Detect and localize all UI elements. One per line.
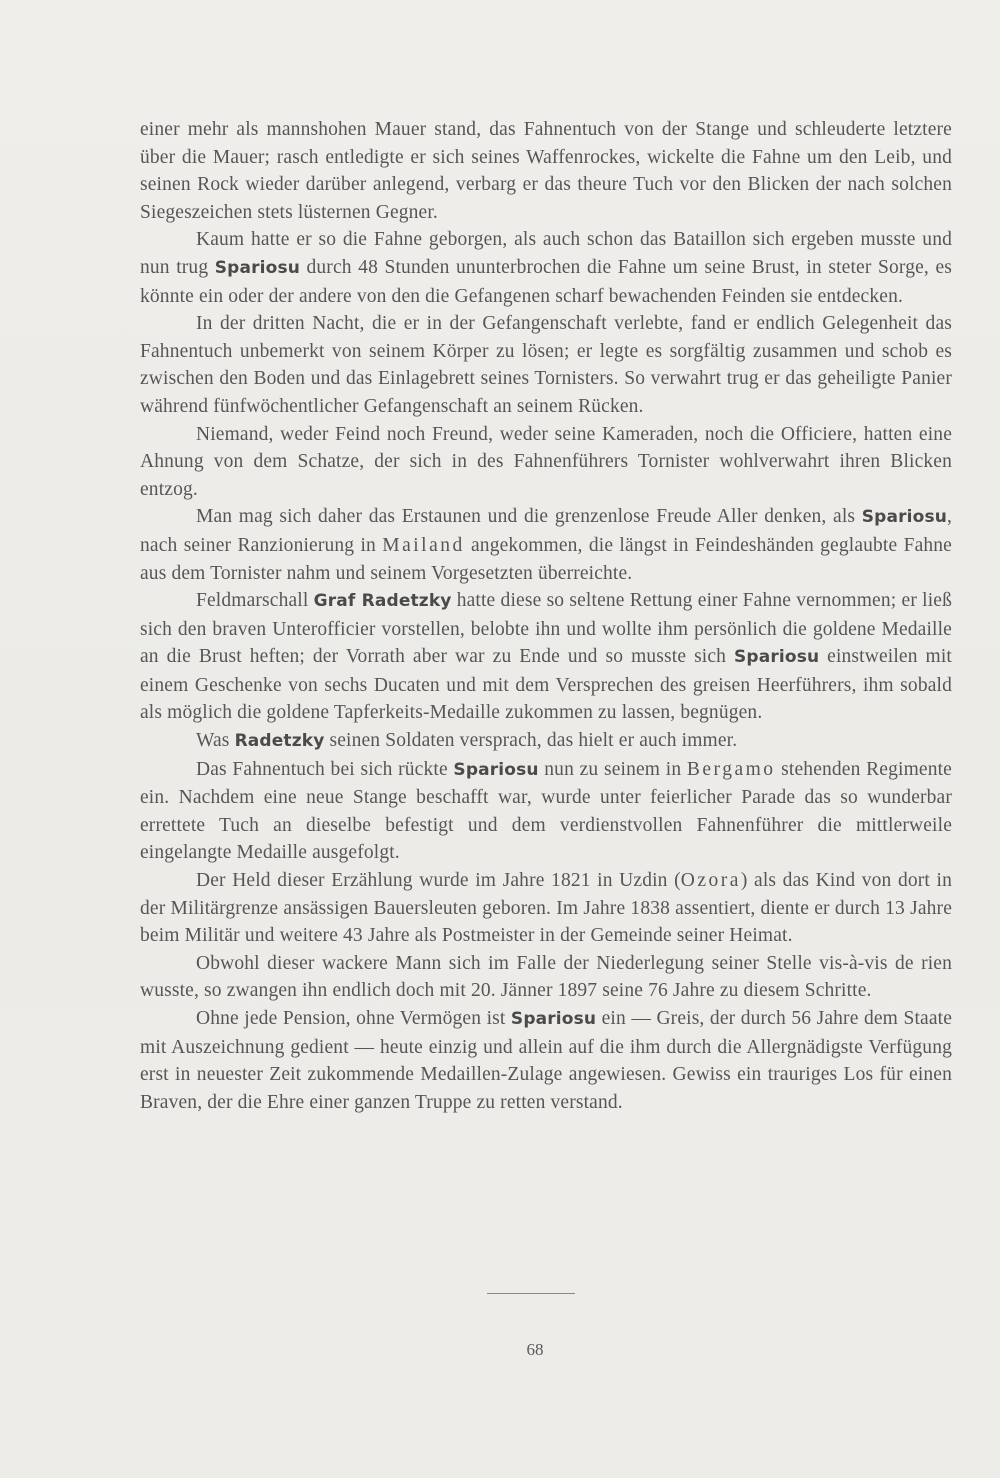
paragraph-11 — [140, 1005, 952, 1116]
body-text — [140, 116, 952, 1116]
paragraph-10 — [140, 950, 952, 1005]
paragraph-2 — [140, 226, 952, 310]
text-run: stehenden Regimente ein. Nachdem eine neue Stange beschafft war, wurde unter feierlicher Parade das so wunderbar errettete Tuch an dieselbe befestigt und dem verdienstvollen Fahnenführer die mittlerweile eingelangte Medaille ausgefolgt. — [140, 758, 952, 864]
paragraph-3 — [140, 310, 952, 420]
person-name: Spariosu — [510, 1009, 597, 1029]
person-name: Spariosu — [453, 759, 539, 780]
paragraph-7 — [140, 727, 952, 756]
text-run: Was — [196, 730, 235, 752]
person-name: Spariosu — [214, 257, 300, 278]
text-run: Niemand, weder Feind noch Freund, weder seine Kameraden, noch die Officiere, hatten eine Ahnung von dem Schatze, der sich in des Fahnenführers Tornister wohlverwahrt ihren Blicken entzog. — [140, 423, 952, 500]
text-run: Obwohl dieser wackere Mann sich im Falle der Niederlegung seiner Stelle vis-à-vis de rien wusste, so zwangen ihn endlich doch mit 20. Jänner 1897 seine 76 Jahre zu diesem Schritte. — [140, 952, 952, 1002]
page-number: 68 — [526, 1340, 544, 1359]
text-run: seinen Soldaten versprach, das hielt er auch immer. — [324, 730, 738, 752]
person-name: Graf Radetzky — [313, 591, 452, 612]
paragraph-6 — [140, 587, 952, 727]
person-name: Radetzky — [234, 731, 325, 752]
text-run: , nach seiner Ranzionierung in — [140, 506, 952, 556]
text-run: Man mag sich daher das Erstaunen und die grenzenlose Freude Aller denken, als — [196, 506, 862, 528]
text-run: ) als das Kind von dort in der Militärgrenze ansässigen Bauersleuten geboren. Im Jahre 1838 assentiert, diente er durch 13 Jahre beim Militär und weitere 43 Jahre als Postmeister in der Gemeinde seiner Heimat. — [140, 870, 952, 947]
text-run: nun zu seinem in — [538, 758, 687, 780]
text-run: Der Held dieser Erzählung wurde im Jahre 1821 in Uzdin ( — [196, 870, 681, 892]
person-name: Spariosu — [861, 507, 947, 528]
section-end-rule — [487, 1293, 575, 1294]
text-run: hatte diese so seltene Rettung einer Fahne vernommen; er ließ sich den braven Unterofficier vorstellen, belobte ihn und wollte ihm persönlich die goldene Medaille an die Brust heften; der Vorrath aber war zu Ende und so musste sich — [140, 590, 952, 668]
text-run: Feldmarschall — [196, 590, 314, 612]
paragraph-4 — [140, 421, 952, 504]
paragraph-8 — [140, 756, 952, 867]
text-run: In der dritten Nacht, die er in der Gefangenschaft verlebte, fand er endlich Gelegenheit das Fahnentuch unbemerkt von seinem Körper zu lösen; er legte es sorgfältig zusammen und schob es zwischen den Boden und das Einlagebrett seines Tornisters. So verwahrt trug er das geheiligte Panier während fünfwöchentlicher Gefangenschaft an seinem Rücken. — [140, 313, 952, 417]
text-run: Das Fahnentuch bei sich rückte — [196, 758, 454, 780]
text-run: Kaum hatte er so die Fahne geborgen, als auch schon das Bataillon sich ergeben musste und nun trug — [140, 229, 952, 278]
text-run: einstweilen mit einem Geschenke von sechs Ducaten und mit dem Versprechen des greisen Heerführers, ihm sobald als möglich die goldene Tapferkeits-Medaille zukommen zu lassen, begnügen. — [140, 646, 952, 724]
text-run: ein — Greis, der durch 56 Jahre dem Staate mit Auszeichnung gedient — heute einzig und allein auf die ihm durch die Allergnädigste Verfügung erst in neuester Zeit zukommende Medaillen-Zulage angewiesen. Gewiss ein trauriges Los für einen Braven, der die Ehre einer ganzen Truppe zu retten verstand. — [140, 1008, 953, 1113]
paragraph-5 — [140, 503, 952, 587]
text-run: Ohne jede Pension, ohne Vermögen ist — [196, 1008, 511, 1029]
text-run: durch 48 Stunden ununterbrochen die Fahne um seine Brust, in steter Sorge, es könnte ein oder der andere von den die Gefangenen scharf bewachenden Feinden sie entdecken. — [140, 256, 952, 307]
paragraph-1 — [140, 116, 952, 226]
place-name: Mailand — [382, 534, 465, 556]
place-name: Ozora — [680, 870, 741, 892]
paragraph-9 — [140, 867, 952, 950]
place-name: Bergamo — [686, 758, 776, 780]
text-run: einer mehr als mannshohen Mauer stand, das Fahnentuch von der Stange und schleuderte letztere über die Mauer; rasch entledigte er sich seines Waffenrockes, wickelte die Fahne um den Leib, und seinen Rock wieder darüber anlegend, verbarg er das theure Tuch vor den Blicken der nach solchen Siegeszeichen stets lüsternen Gegner. — [140, 119, 952, 223]
text-run: angekommen, die längst in Feindeshänden geglaubte Fahne aus dem Tornister nahm und seinem Vorgesetzten überreichte. — [140, 534, 952, 584]
person-name: Spariosu — [734, 647, 820, 668]
